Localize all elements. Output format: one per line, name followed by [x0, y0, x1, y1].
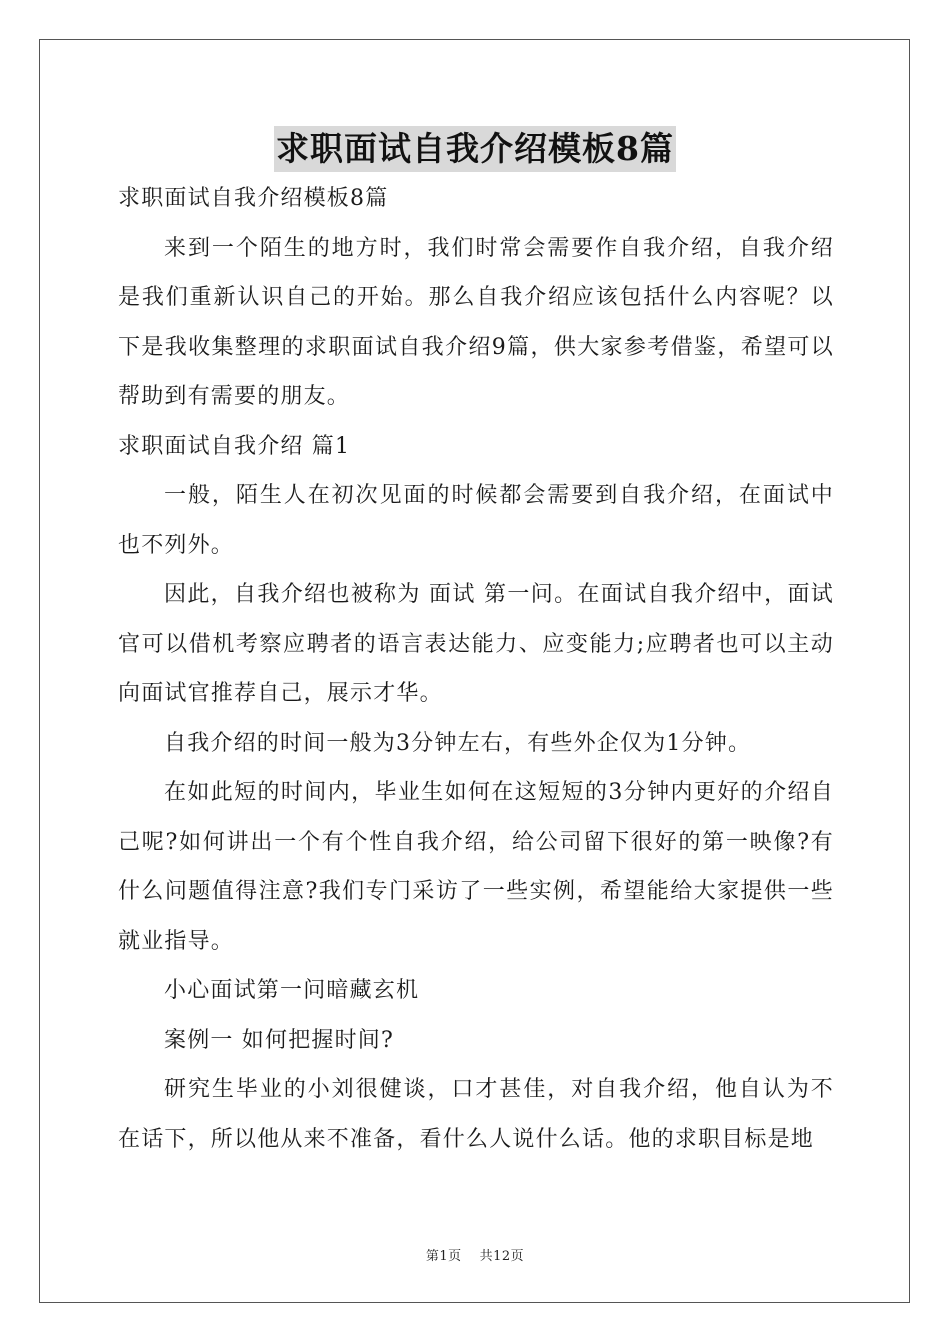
page-footer — [0, 1245, 950, 1264]
paragraph: 因此，自我介绍也被称为 面试 第一问。在面试自我介绍中，面试官可以借机考察应聘者的语言表达能力、应变能力;应聘者也可以主动向面试官推荐自己，展示才华。 — [118, 582, 834, 706]
paragraph: 自我介绍的时间一般为3分钟左右，有些外企仅为1分钟。 — [164, 730, 752, 756]
document-title: 求职面试自我介绍模板8篇 — [274, 126, 676, 172]
paragraph: 来到一个陌生的地方时，我们时常会需要作自我介绍，自我介绍是我们重新认识自己的开始。那么自我介绍应该包括什么内容呢？以下是我收集整理的求职面试自我介绍9篇，供大家参考借鉴，希望可以帮助到有需要的朋友。 — [118, 235, 834, 409]
section-heading: 求职面试自我介绍 篇1 — [118, 433, 351, 459]
page-number: 第1页 — [425, 1249, 462, 1264]
subheading: 小心面试第一问暗藏玄机 — [164, 978, 420, 1003]
paragraph: 求职面试自我介绍模板8篇 — [118, 186, 389, 211]
paragraph: 一般，陌生人在初次见面的时候都会需要到自我介绍，在面试中也不列外。 — [118, 483, 834, 558]
case-heading: 案例一 如何把握时间? — [164, 1027, 394, 1053]
title-wrap — [0, 126, 950, 172]
paragraph: 在如此短的时间内，毕业生如何在这短短的3分钟内更好的介绍自己呢?如何讲出一个有个性自我介绍，给公司留下很好的第一映像?有什么问题值得注意?我们专门采访了一些实例，希望能给大家提供一些就业指导。 — [118, 780, 834, 954]
paragraph: 研究生毕业的小刘很健谈，口才甚佳，对自我介绍，他自认为不在话下，所以他从来不准备，看什么人说什么话。他的求职目标是地 — [118, 1077, 834, 1152]
document-body — [118, 174, 834, 1164]
page-total: 共12页 — [479, 1249, 525, 1264]
